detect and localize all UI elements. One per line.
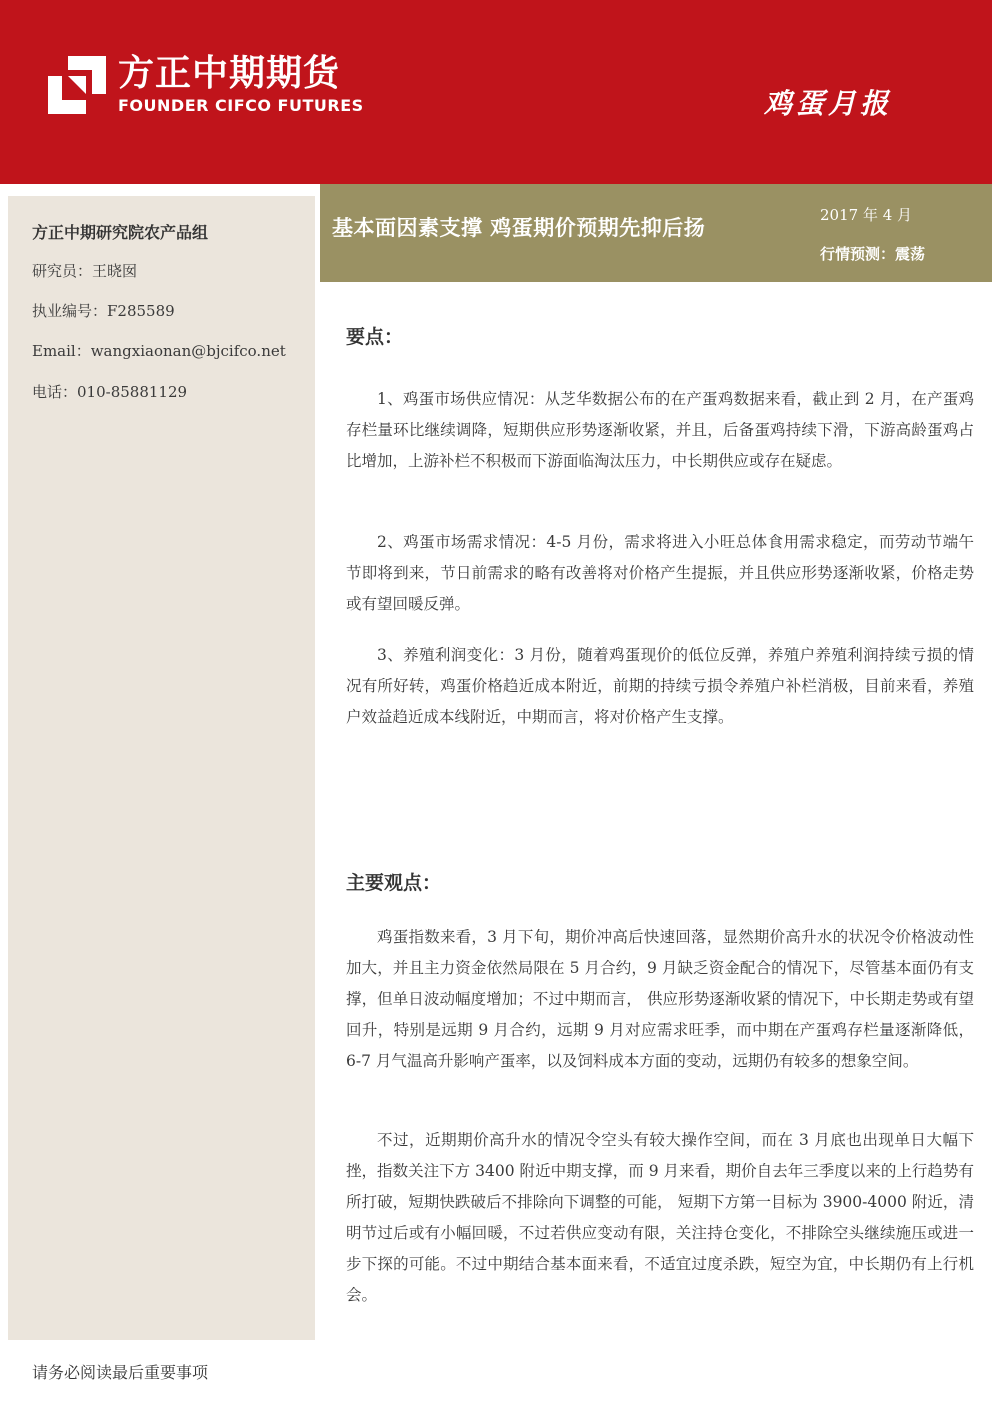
main-views-title: 主要观点： bbox=[346, 872, 442, 894]
report-type-title: 鸡蛋月报 bbox=[763, 87, 892, 120]
key-point-paragraph: 1、鸡蛋市场供应情况：从芝华数据公布的在产蛋鸡数据来看，截止到 2 月，在产蛋鸡存栏量环比继续调降，短期供应形势逐渐收紧，并且，后备蛋鸡持续下滑，下游高龄蛋鸡占比增加，上游补栏不积极而下游面临淘汰压力，中长期供应或存在疑虑。 bbox=[346, 390, 974, 470]
researcher-name: 研究员：王晓囡 bbox=[32, 262, 138, 280]
report-date: 2017 年 4 月 bbox=[820, 206, 913, 224]
market-forecast: 行情预测：震荡 bbox=[820, 245, 926, 263]
key-point-paragraph: 3、养殖利润变化：3 月份，随着鸡蛋现价的低位反弹，养殖户养殖利润持续亏损的情况有所好转，鸡蛋价格趋近成本附近，前期的持续亏损令养殖户补栏消极，目前来看，养殖户效益趋近成本线附近，中期而言，将对价格产生支撑。 bbox=[346, 646, 974, 726]
contact-email[interactable]: Email：wangxiaonan@bjcifco.net bbox=[32, 342, 286, 360]
company-logo-icon bbox=[48, 56, 106, 114]
main-view-paragraph: 不过，近期期价高升水的情况令空头有较大操作空间，而在 3 月底也出现单日大幅下挫，指数关注下方 3400 附近中期支撑，而 9 月来看，期价自去年三季度以来的上行趋势有所打破，短期快跌破后不排除向下调整的可能， 短期下方第一目标为 3900-4000 附近，清明节过后或有小幅回暖，不过若供应变动有限，关注持仓变化，不排除空头继续施压或进一步下探的可能。不过中期结合基本面来看，不适宜过度杀跌，短空为宜，中长期仍有上行机会。 bbox=[346, 1131, 974, 1304]
disclaimer-notice: 请务必阅读最后重要事项 bbox=[32, 1363, 209, 1382]
contact-phone: 电话：010-85881129 bbox=[32, 383, 188, 401]
license-number: 执业编号：F285589 bbox=[32, 302, 175, 320]
brand-name-en: FOUNDER CIFCO FUTURES bbox=[118, 96, 364, 115]
key-point-paragraph: 2、鸡蛋市场需求情况：4-5 月份，需求将进入小旺总体食用需求稳定，而劳动节端午节即将到来，节日前需求的略有改善将对价格产生提振，并且供应形势逐渐收紧，价格走势或有望回暖反弹。 bbox=[346, 533, 974, 613]
sidebar-org: 方正中期研究院农产品组 bbox=[32, 223, 209, 242]
sidebar-panel bbox=[8, 196, 315, 1340]
main-view-paragraph: 鸡蛋指数来看，3 月下旬，期价冲高后快速回落，显然期价高升水的状况令价格波动性加大，并且主力资金依然局限在 5 月合约，9 月缺乏资金配合的情况下，尽管基本面仍有支撑，但单日波动幅度增加；不过中期而言， 供应形势逐渐收紧的情况下，中长期走势或有望回升，特别是远期 9 月合约，远期 9 月对应需求旺季，而中期在产蛋鸡存栏量逐渐降低，6-7 月气温高升影响产蛋率，以及饲料成本方面的变动，远期仍有较多的想象空间。 bbox=[346, 928, 974, 1070]
brand-name-cn: 方正中期期货 bbox=[118, 53, 341, 94]
report-headline: 基本面因素支撑 鸡蛋期价预期先抑后扬 bbox=[332, 216, 706, 240]
key-points-title: 要点： bbox=[346, 326, 404, 348]
